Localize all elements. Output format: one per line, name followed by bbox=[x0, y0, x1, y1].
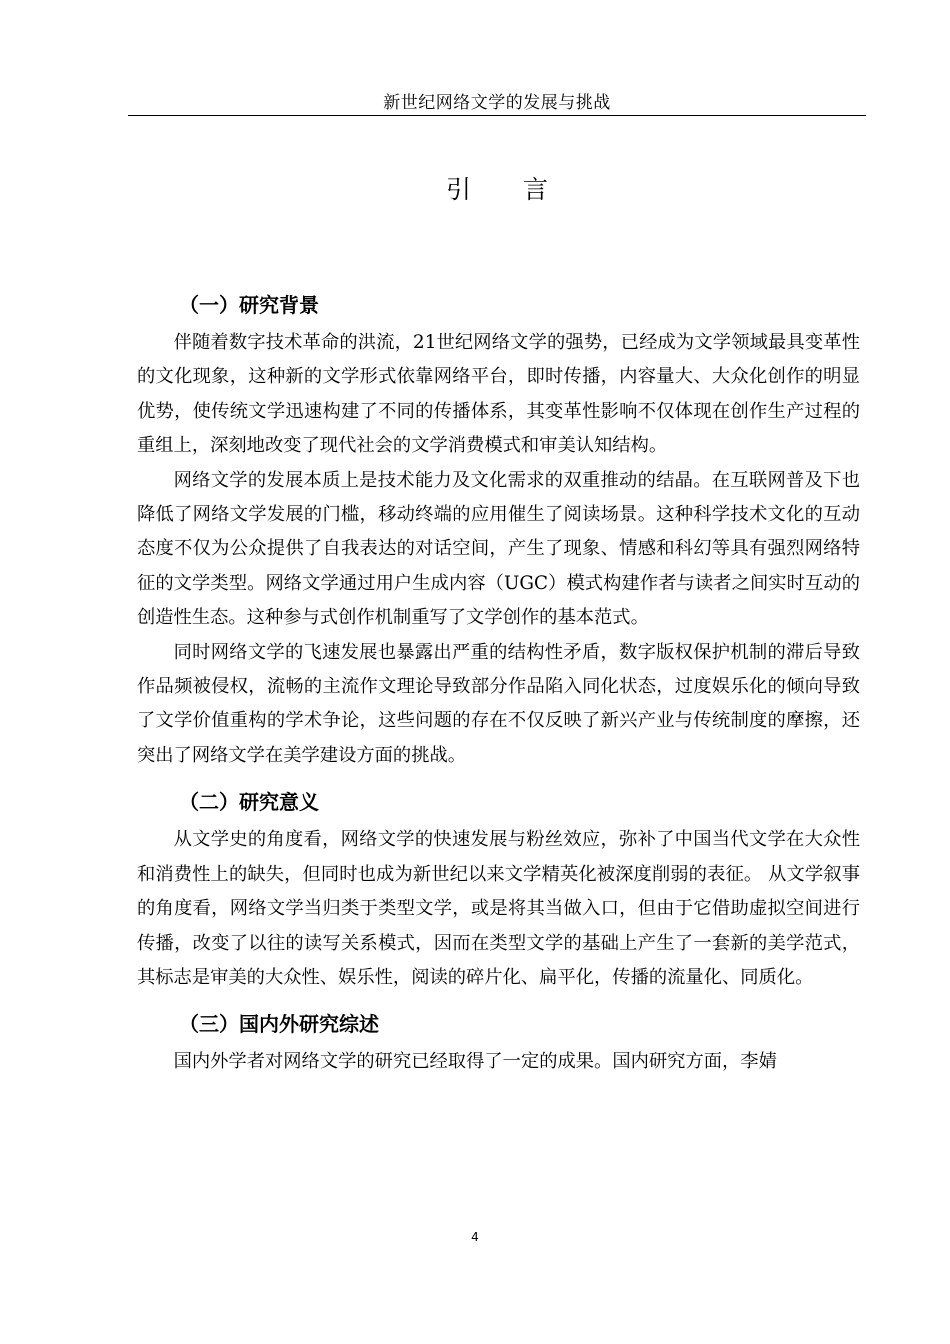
paragraph: 伴随着数字技术革命的洪流，21世纪网络文学的强势，已经成为文学领域最具变革性的文化现象，这种新的文学形式依靠网络平台，即时传播，内容量大、大众化创作的明显优势，使传统文学迅速构建了不同的传播体系，其变革性影响不仅体现在创作生产过程的重组上，深刻地改变了现代社会的文学消费模式和审美认知结构。 bbox=[137, 332, 860, 457]
header-rule bbox=[128, 115, 866, 116]
running-header: 新世纪网络文学的发展与挑战 bbox=[383, 93, 611, 113]
section-heading-background: （一）研究背景 bbox=[179, 293, 319, 317]
paragraph: 同时网络文学的飞速发展也暴露出严重的结构性矛盾，数字版权保护机制的滞后导致作品频被侵权，流畅的主流作文理论导致部分作品陷入同化状态，过度娱乐化的倾向导致了文学价值重构的学术争论，这些问题的存在不仅反映了新兴产业与传统制度的摩擦，还突出了网络文学在美学建设方面的挑战。 bbox=[137, 641, 860, 766]
body-content bbox=[137, 288, 860, 1080]
paragraph: 国内外学者对网络文学的研究已经取得了一定的成果。国内研究方面，李婧 bbox=[173, 1051, 777, 1073]
paragraph: 网络文学的发展本质上是技术能力及文化需求的双重推动的结晶。在互联网普及下也降低了网络文学发展的门槛，移动终端的应用催生了阅读场景。这种科学技术文化的互动态度不仅为公众提供了自我表达的对话空间，产生了现象、情感和科幻等具有强烈网络特征的文学类型。网络文学通过用户生成内容（UGC）模式构建作者与读者之间实时互动的创造性生态。这种参与式创作机制重写了文学创作的基本范式。 bbox=[137, 469, 860, 629]
page-number: 4 bbox=[471, 1230, 479, 1244]
section-heading-literature-review: （三）国内外研究综述 bbox=[179, 1012, 379, 1037]
section-heading-significance: （二）研究意义 bbox=[179, 790, 319, 815]
paragraph: 从文学史的角度看，网络文学的快速发展与粉丝效应，弥补了中国当代文学在大众性和消费性上的缺失，但同时也成为新世纪以来文学精英化被深度削弱的表征。 从文学叙事的角度看，网络文学当归类于类型文学，或是将其当做入口，但由于它借助虚拟空间进行传播，改变了以往的读写关系模式，因而在类型文学的基础上产生了一套新的美学范式，其标志是审美的大众性、娱乐性，阅读的碎片化、扁平化，传播的流量化、同质化。 bbox=[137, 829, 860, 988]
chapter-title: 引 言 bbox=[446, 175, 570, 204]
